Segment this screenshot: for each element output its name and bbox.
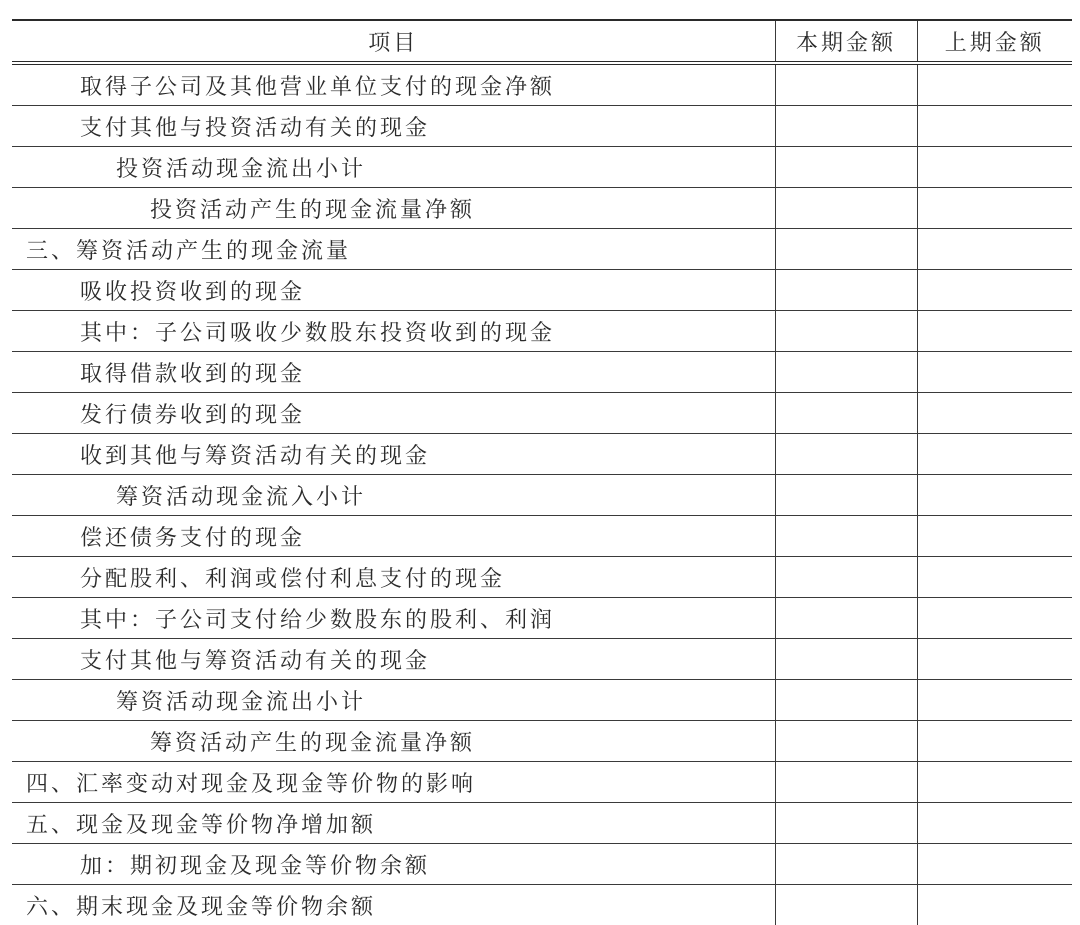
previous-amount-cell <box>917 885 1072 925</box>
cash-flow-statement <box>12 19 1072 925</box>
row-label: 支付其他与筹资活动有关的现金 <box>12 639 775 680</box>
previous-amount-cell <box>917 147 1072 188</box>
current-amount-cell <box>775 721 917 762</box>
row-label: 偿还债务支付的现金 <box>12 516 775 557</box>
table-row <box>12 106 1072 147</box>
previous-amount-cell <box>917 844 1072 885</box>
current-amount-cell <box>775 557 917 598</box>
current-amount-cell <box>775 803 917 844</box>
current-amount-cell <box>775 885 917 925</box>
previous-amount-cell <box>917 352 1072 393</box>
previous-amount-cell <box>917 393 1072 434</box>
table-row <box>12 803 1072 844</box>
row-label: 筹资活动现金流入小计 <box>12 475 775 516</box>
previous-amount-cell <box>917 639 1072 680</box>
row-label: 取得子公司及其他营业单位支付的现金净额 <box>12 63 775 106</box>
cash-flow-table <box>12 19 1072 925</box>
current-amount-cell <box>775 516 917 557</box>
column-header-current-amount: 本期金额 <box>775 20 917 63</box>
previous-amount-cell <box>917 680 1072 721</box>
current-amount-cell <box>775 434 917 475</box>
current-amount-cell <box>775 63 917 106</box>
previous-amount-cell <box>917 762 1072 803</box>
table-row <box>12 598 1072 639</box>
table-row <box>12 516 1072 557</box>
current-amount-cell <box>775 680 917 721</box>
row-label: 筹资活动产生的现金流量净额 <box>12 721 775 762</box>
current-amount-cell <box>775 352 917 393</box>
current-amount-cell <box>775 188 917 229</box>
previous-amount-cell <box>917 598 1072 639</box>
table-row <box>12 229 1072 270</box>
table-row <box>12 311 1072 352</box>
row-label: 分配股利、利润或偿付利息支付的现金 <box>12 557 775 598</box>
row-label: 投资活动现金流出小计 <box>12 147 775 188</box>
column-header-previous-amount: 上期金额 <box>917 20 1072 63</box>
previous-amount-cell <box>917 229 1072 270</box>
table-row <box>12 270 1072 311</box>
row-label: 五、现金及现金等价物净增加额 <box>12 803 775 844</box>
row-label: 发行债券收到的现金 <box>12 393 775 434</box>
row-label: 四、汇率变动对现金及现金等价物的影响 <box>12 762 775 803</box>
header-row <box>12 20 1072 63</box>
row-label: 取得借款收到的现金 <box>12 352 775 393</box>
previous-amount-cell <box>917 188 1072 229</box>
current-amount-cell <box>775 639 917 680</box>
row-label: 三、筹资活动产生的现金流量 <box>12 229 775 270</box>
table-row <box>12 885 1072 925</box>
table-row <box>12 680 1072 721</box>
row-label: 吸收投资收到的现金 <box>12 270 775 311</box>
previous-amount-cell <box>917 516 1072 557</box>
previous-amount-cell <box>917 475 1072 516</box>
previous-amount-cell <box>917 721 1072 762</box>
current-amount-cell <box>775 270 917 311</box>
row-label: 加：期初现金及现金等价物余额 <box>12 844 775 885</box>
table-body <box>12 63 1072 925</box>
previous-amount-cell <box>917 557 1072 598</box>
row-label: 六、期末现金及现金等价物余额 <box>12 885 775 925</box>
current-amount-cell <box>775 311 917 352</box>
table-row <box>12 844 1072 885</box>
table-row <box>12 434 1072 475</box>
current-amount-cell <box>775 147 917 188</box>
previous-amount-cell <box>917 106 1072 147</box>
current-amount-cell <box>775 762 917 803</box>
table-row <box>12 63 1072 106</box>
previous-amount-cell <box>917 311 1072 352</box>
table-row <box>12 721 1072 762</box>
row-label: 收到其他与筹资活动有关的现金 <box>12 434 775 475</box>
table-row <box>12 762 1072 803</box>
row-label: 筹资活动现金流出小计 <box>12 680 775 721</box>
previous-amount-cell <box>917 434 1072 475</box>
previous-amount-cell <box>917 803 1072 844</box>
table-row <box>12 393 1072 434</box>
table-header <box>12 20 1072 63</box>
current-amount-cell <box>775 844 917 885</box>
current-amount-cell <box>775 393 917 434</box>
table-row <box>12 639 1072 680</box>
previous-amount-cell <box>917 270 1072 311</box>
row-label: 其中：子公司支付给少数股东的股利、利润 <box>12 598 775 639</box>
table-row <box>12 352 1072 393</box>
table-row <box>12 188 1072 229</box>
row-label: 其中：子公司吸收少数股东投资收到的现金 <box>12 311 775 352</box>
row-label: 投资活动产生的现金流量净额 <box>12 188 775 229</box>
row-label: 支付其他与投资活动有关的现金 <box>12 106 775 147</box>
table-row <box>12 475 1072 516</box>
current-amount-cell <box>775 106 917 147</box>
table-row <box>12 557 1072 598</box>
current-amount-cell <box>775 475 917 516</box>
previous-amount-cell <box>917 63 1072 106</box>
current-amount-cell <box>775 598 917 639</box>
current-amount-cell <box>775 229 917 270</box>
column-header-item: 项目 <box>12 20 775 63</box>
table-row <box>12 147 1072 188</box>
